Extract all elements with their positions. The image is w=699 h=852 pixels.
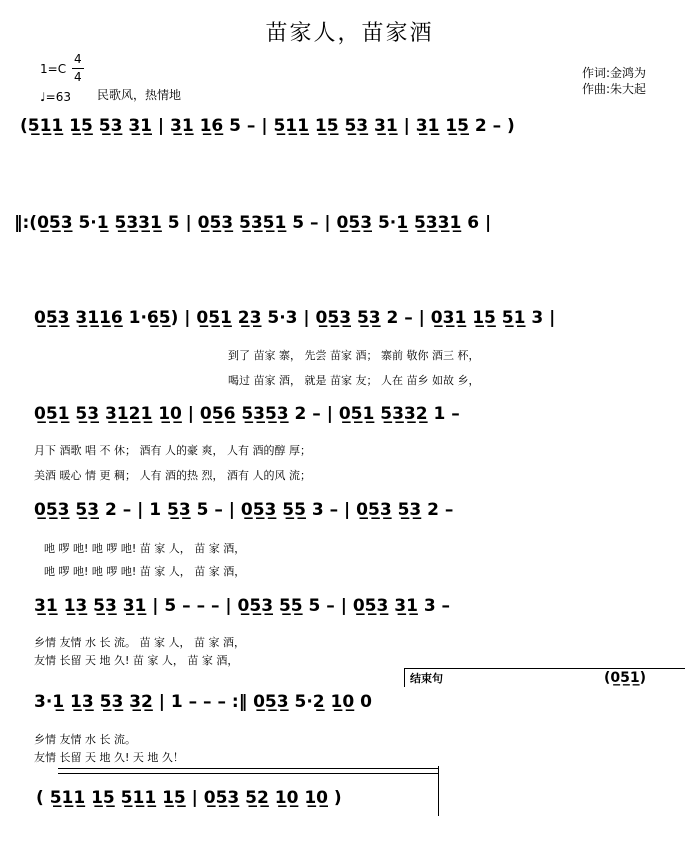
time-signature-top: 4: [74, 52, 82, 66]
lyric-row-5-verse-1: 吔 啰 吔! 吔 啰 吔! 苗 家 人， 苗 家 酒，: [44, 542, 246, 555]
score-row-7: 3·1̲ 1̲3̲ 5̲3̲ 3̲2̲ | 1 – – – :‖ 0̲5̲3̲ 5·2̲ 1̲0̲ 0: [34, 692, 372, 712]
lyric-row-5-verse-2: 吔 啰 吔! 吔 啰 吔! 苗 家 人， 苗 家 酒，: [44, 565, 246, 578]
page-title: 苗家人，苗家酒: [265, 21, 434, 46]
lyric-row-7-verse-2: 友情 长留 天 地 久! 天 地 久！: [34, 751, 184, 764]
coda-end-bar: [438, 766, 439, 816]
lyric-row-3-verse-1: 到了 苗家 寨， 先尝 苗家 酒； 寨前 敬你 酒三 杯，: [228, 349, 480, 362]
coda-line-top: [58, 768, 438, 769]
score-row-4: 0̲5̲1̲ 5̲3̲ 3̲1̲2̲1̲ 1̲0̲ | 0̲5̲6̲ 5̲3̲5̲3̲ 2 – | 0̲5̲1̲ 5̲3̲3̲2̲ 1 –: [34, 404, 460, 424]
score-row-2: ‖:(0̲5̲3̲ 5·1̲ 5̲3̲3̲1̲ 5 | 0̲5̲3̲ 5̲3̲5̲1̲ 5 – | 0̲5̲3̲ 5·1̲ 5̲3̲3̲1̲ 6 |: [14, 213, 492, 233]
ending-parenthetical: (0̲5̲1̲): [604, 670, 647, 686]
key-signature: 1=C: [40, 62, 67, 76]
score-row-8: ( 5̲1̲1̲ 1̲5̲ 5̲1̲1̲ 1̲5̲ | 0̲5̲3̲ 5̲2̲ 1̲0̲ 1̲0̲ ): [36, 788, 342, 808]
ending-label: 结束句: [410, 672, 443, 685]
style-mark: 民歌风，热情地: [97, 88, 182, 102]
lyric-row-4-verse-1: 月下 酒歌 唱 不 休； 酒有 人的豪 爽， 人有 酒的醇 厚；: [34, 444, 311, 457]
lyric-row-3-verse-2: 喝过 苗家 酒， 就是 苗家 友； 人在 苗乡 如故 乡，: [228, 374, 480, 387]
score-row-6: 3̲1̲ 1̲3̲ 5̲3̲ 3̲1̲ | 5 – – – | 0̲5̲3̲ 5̲5̲ 5 – | 0̲5̲3̲ 3̲1̲ 3 –: [34, 596, 451, 616]
tempo-mark: ♩=63: [40, 90, 71, 104]
lyricist-credit: 作词:金鸿为: [582, 66, 647, 80]
score-row-3: 0̲5̲3̲ 3̲1̲1̲6̲ 1·6̲5̲) | 0̲5̲1̲ 2̲3̲ 5·3 | 0̲5̲3̲ 5̲3̲ 2 – | 0̲3̲1̲ 1̲5̲ 5̲1̲ 3 |: [34, 308, 556, 328]
lyric-row-6-verse-1: 乡情 友情 水 长 流。 苗 家 人， 苗 家 酒，: [34, 636, 245, 649]
lyric-row-7-verse-1: 乡情 友情 水 长 流。: [34, 733, 136, 746]
score-row-1: (5̲1̲1̲ 1̲5̲ 5̲3̲ 3̲1̲ | 3̲1̲ 1̲6̲ 5 – | 5̲1̲1̲ 1̲5̲ 5̲3̲ 3̲1̲ | 3̲1̲ 1̲5̲ 2 – ): [20, 116, 515, 136]
composer-credit: 作曲:朱大起: [582, 82, 647, 96]
time-signature-bottom: 4: [74, 70, 82, 84]
lyric-row-6-verse-2: 友情 长留 天 地 久! 苗 家 人， 苗 家 酒，: [34, 654, 239, 667]
coda-line-bottom: [58, 773, 438, 774]
lyric-row-4-verse-2: 美酒 暖心 情 更 稠； 人有 酒的热 烈， 酒有 人的风 流；: [34, 469, 311, 482]
score-row-5: 0̲5̲3̲ 5̲3̲ 2 – | 1 5̲3̲ 5 – | 0̲5̲3̲ 5̲5̲ 3 – | 0̲5̲3̲ 5̲3̲ 2 –: [34, 500, 454, 520]
time-signature-divider: [72, 68, 84, 69]
